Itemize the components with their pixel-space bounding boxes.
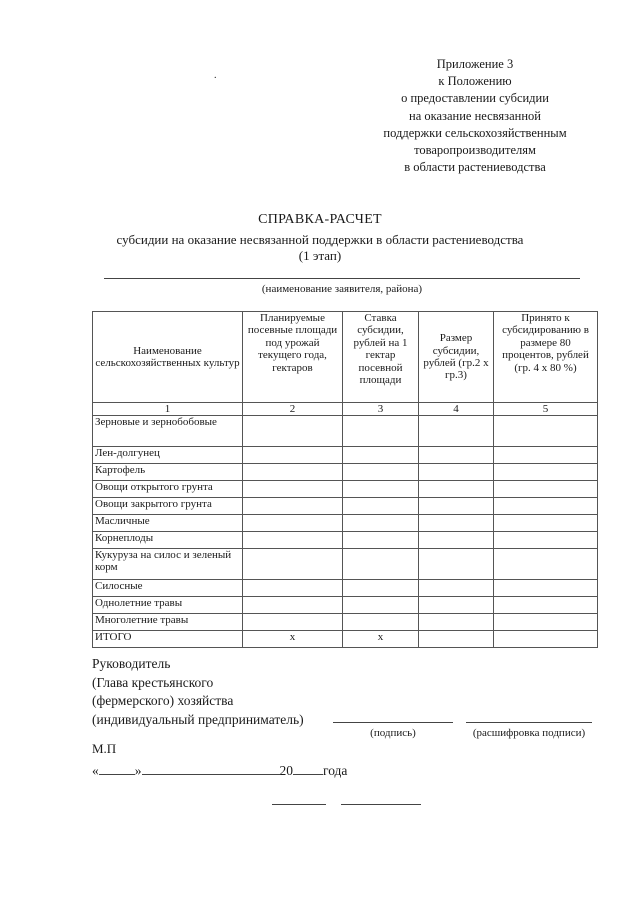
date-month-field[interactable]	[142, 760, 280, 775]
planned-area-cell: х	[243, 631, 343, 648]
table-row	[93, 597, 598, 614]
crop-name: Многолетние травы	[93, 614, 243, 631]
appendix-line: поддержки сельскохозяйственным	[383, 125, 567, 140]
column-header: Планируемые посевные площади под урожай текущего года, гектаров	[243, 312, 343, 403]
column-number: 4	[419, 403, 494, 416]
subsidy-amount-cell[interactable]	[419, 614, 494, 631]
total-row	[93, 631, 598, 648]
column-number: 5	[494, 403, 598, 416]
accepted-amount-cell[interactable]	[494, 416, 598, 447]
crop-name: Масличные	[93, 515, 243, 532]
accepted-amount-cell[interactable]	[494, 464, 598, 481]
signature-caption: (подпись)	[370, 727, 416, 739]
appendix-line: на оказание несвязанной	[409, 108, 541, 123]
crop-name: Зерновые и зернобобовые	[93, 416, 243, 447]
date-suffix: года	[323, 763, 348, 778]
subsidy-amount-cell[interactable]	[419, 549, 494, 580]
applicant-underline	[104, 278, 580, 279]
rate-cell: х	[343, 631, 419, 648]
column-number: 1	[93, 403, 243, 416]
signature-field[interactable]	[333, 722, 453, 723]
accepted-amount-cell[interactable]	[494, 481, 598, 498]
column-number-row	[93, 403, 598, 416]
subsidy-amount-cell[interactable]	[419, 631, 494, 648]
subsidy-amount-cell[interactable]	[419, 481, 494, 498]
column-header: Принято к субсидированию в размере 80 процентов, рублей (гр. 4 х 80 %)	[494, 312, 598, 403]
accepted-amount-cell[interactable]	[494, 580, 598, 597]
rate-cell[interactable]	[343, 597, 419, 614]
planned-area-cell[interactable]	[243, 416, 343, 447]
signature-line: (индивидуальный предприниматель)	[92, 711, 304, 727]
rate-cell[interactable]	[343, 464, 419, 481]
date-day-field[interactable]	[99, 760, 135, 775]
footer-rule	[272, 804, 326, 805]
subtitle-line: субсидии на оказание несвязанной поддержки в области растениеводства	[116, 232, 524, 247]
footer-rule	[341, 804, 421, 805]
table-row	[93, 614, 598, 631]
subsidy-amount-cell[interactable]	[419, 416, 494, 447]
signature-decode-caption: (расшифровка подписи)	[472, 727, 586, 739]
appendix-line: к Положению	[438, 74, 512, 89]
accepted-amount-cell[interactable]	[494, 447, 598, 464]
planned-area-cell[interactable]	[243, 532, 343, 549]
stray-dot: .	[214, 70, 217, 81]
accepted-amount-cell[interactable]	[494, 614, 598, 631]
applicant-caption: (наименование заявителя, района)	[261, 283, 423, 295]
appendix-line: товаропроизводителям	[414, 143, 536, 158]
crop-name: Корнеплоды	[93, 532, 243, 549]
crop-name: Кукуруза на силос и зеленый корм	[93, 549, 243, 580]
crop-name: Лен-долгунец	[93, 447, 243, 464]
accepted-amount-cell[interactable]	[494, 498, 598, 515]
table-row	[93, 498, 598, 515]
signature-block	[92, 655, 304, 729]
planned-area-cell[interactable]	[243, 498, 343, 515]
stage-label: (1 этап)	[298, 248, 342, 263]
stamp-place: М.П	[92, 741, 117, 756]
rate-cell[interactable]	[343, 549, 419, 580]
signature-line: (Глава крестьянского	[92, 674, 214, 690]
rate-cell[interactable]	[343, 416, 419, 447]
crop-name: Овощи закрытого грунта	[93, 498, 243, 515]
planned-area-cell[interactable]	[243, 515, 343, 532]
accepted-amount-cell[interactable]	[494, 597, 598, 614]
table-row	[93, 580, 598, 597]
column-number: 2	[243, 403, 343, 416]
rate-cell[interactable]	[343, 481, 419, 498]
document-title: СПРАВКА-РАСЧЕТ	[258, 212, 382, 227]
total-label: ИТОГО	[93, 631, 243, 648]
table-row	[93, 481, 598, 498]
date-open-quote: «	[92, 763, 99, 778]
planned-area-cell[interactable]	[243, 447, 343, 464]
column-number: 3	[343, 403, 419, 416]
planned-area-cell[interactable]	[243, 614, 343, 631]
subsidy-table	[92, 311, 598, 648]
subsidy-amount-cell[interactable]	[419, 464, 494, 481]
date-line	[92, 760, 347, 779]
table-row	[93, 515, 598, 532]
table-row	[93, 532, 598, 549]
crop-name: Силосные	[93, 580, 243, 597]
subsidy-amount-cell[interactable]	[419, 597, 494, 614]
date-year-field[interactable]	[293, 760, 323, 775]
rate-cell[interactable]	[343, 532, 419, 549]
signature-line: (фермерского) хозяйства	[92, 693, 234, 708]
rate-cell[interactable]	[343, 580, 419, 597]
signature-decode-field[interactable]	[466, 722, 592, 723]
table-row	[93, 549, 598, 580]
rate-cell[interactable]	[343, 498, 419, 515]
accepted-amount-cell[interactable]	[494, 515, 598, 532]
table-header-row	[93, 312, 598, 403]
date-century: 20	[279, 763, 293, 778]
subsidy-amount-cell[interactable]	[419, 515, 494, 532]
crop-name: Однолетние травы	[93, 597, 243, 614]
accepted-amount-cell[interactable]	[494, 549, 598, 580]
table-row	[93, 416, 598, 447]
subsidy-amount-cell[interactable]	[419, 498, 494, 515]
accepted-amount-cell[interactable]	[494, 532, 598, 549]
column-header: Ставка субсидии, рублей на 1 гектар посевной площади	[343, 312, 419, 403]
crop-name: Картофель	[93, 464, 243, 481]
accepted-amount-cell[interactable]	[494, 631, 598, 648]
table-row	[93, 447, 598, 464]
subsidy-amount-cell[interactable]	[419, 580, 494, 597]
planned-area-cell[interactable]	[243, 549, 343, 580]
appendix-line: Приложение 3	[436, 57, 514, 71]
appendix-line: о предоставлении субсидии	[401, 91, 549, 106]
planned-area-cell[interactable]	[243, 464, 343, 481]
appendix-line: в области растениеводства	[404, 160, 546, 175]
planned-area-cell[interactable]	[243, 481, 343, 498]
crop-name: Овощи открытого грунта	[93, 481, 243, 498]
rate-cell[interactable]	[343, 515, 419, 532]
planned-area-cell[interactable]	[243, 580, 343, 597]
column-header: Размер субсидии, рублей (гр.2 х гр.3)	[419, 312, 494, 403]
rate-cell[interactable]	[343, 614, 419, 631]
rate-cell[interactable]	[343, 447, 419, 464]
planned-area-cell[interactable]	[243, 597, 343, 614]
table-row	[93, 464, 598, 481]
column-header: Наименование сельскохозяйственных культур	[93, 312, 243, 403]
document-subtitle	[0, 232, 640, 264]
subsidy-amount-cell[interactable]	[419, 532, 494, 549]
subsidy-amount-cell[interactable]	[419, 447, 494, 464]
signature-line: Руководитель	[92, 656, 171, 671]
appendix-block	[340, 56, 610, 176]
date-close-quote: »	[134, 763, 142, 778]
